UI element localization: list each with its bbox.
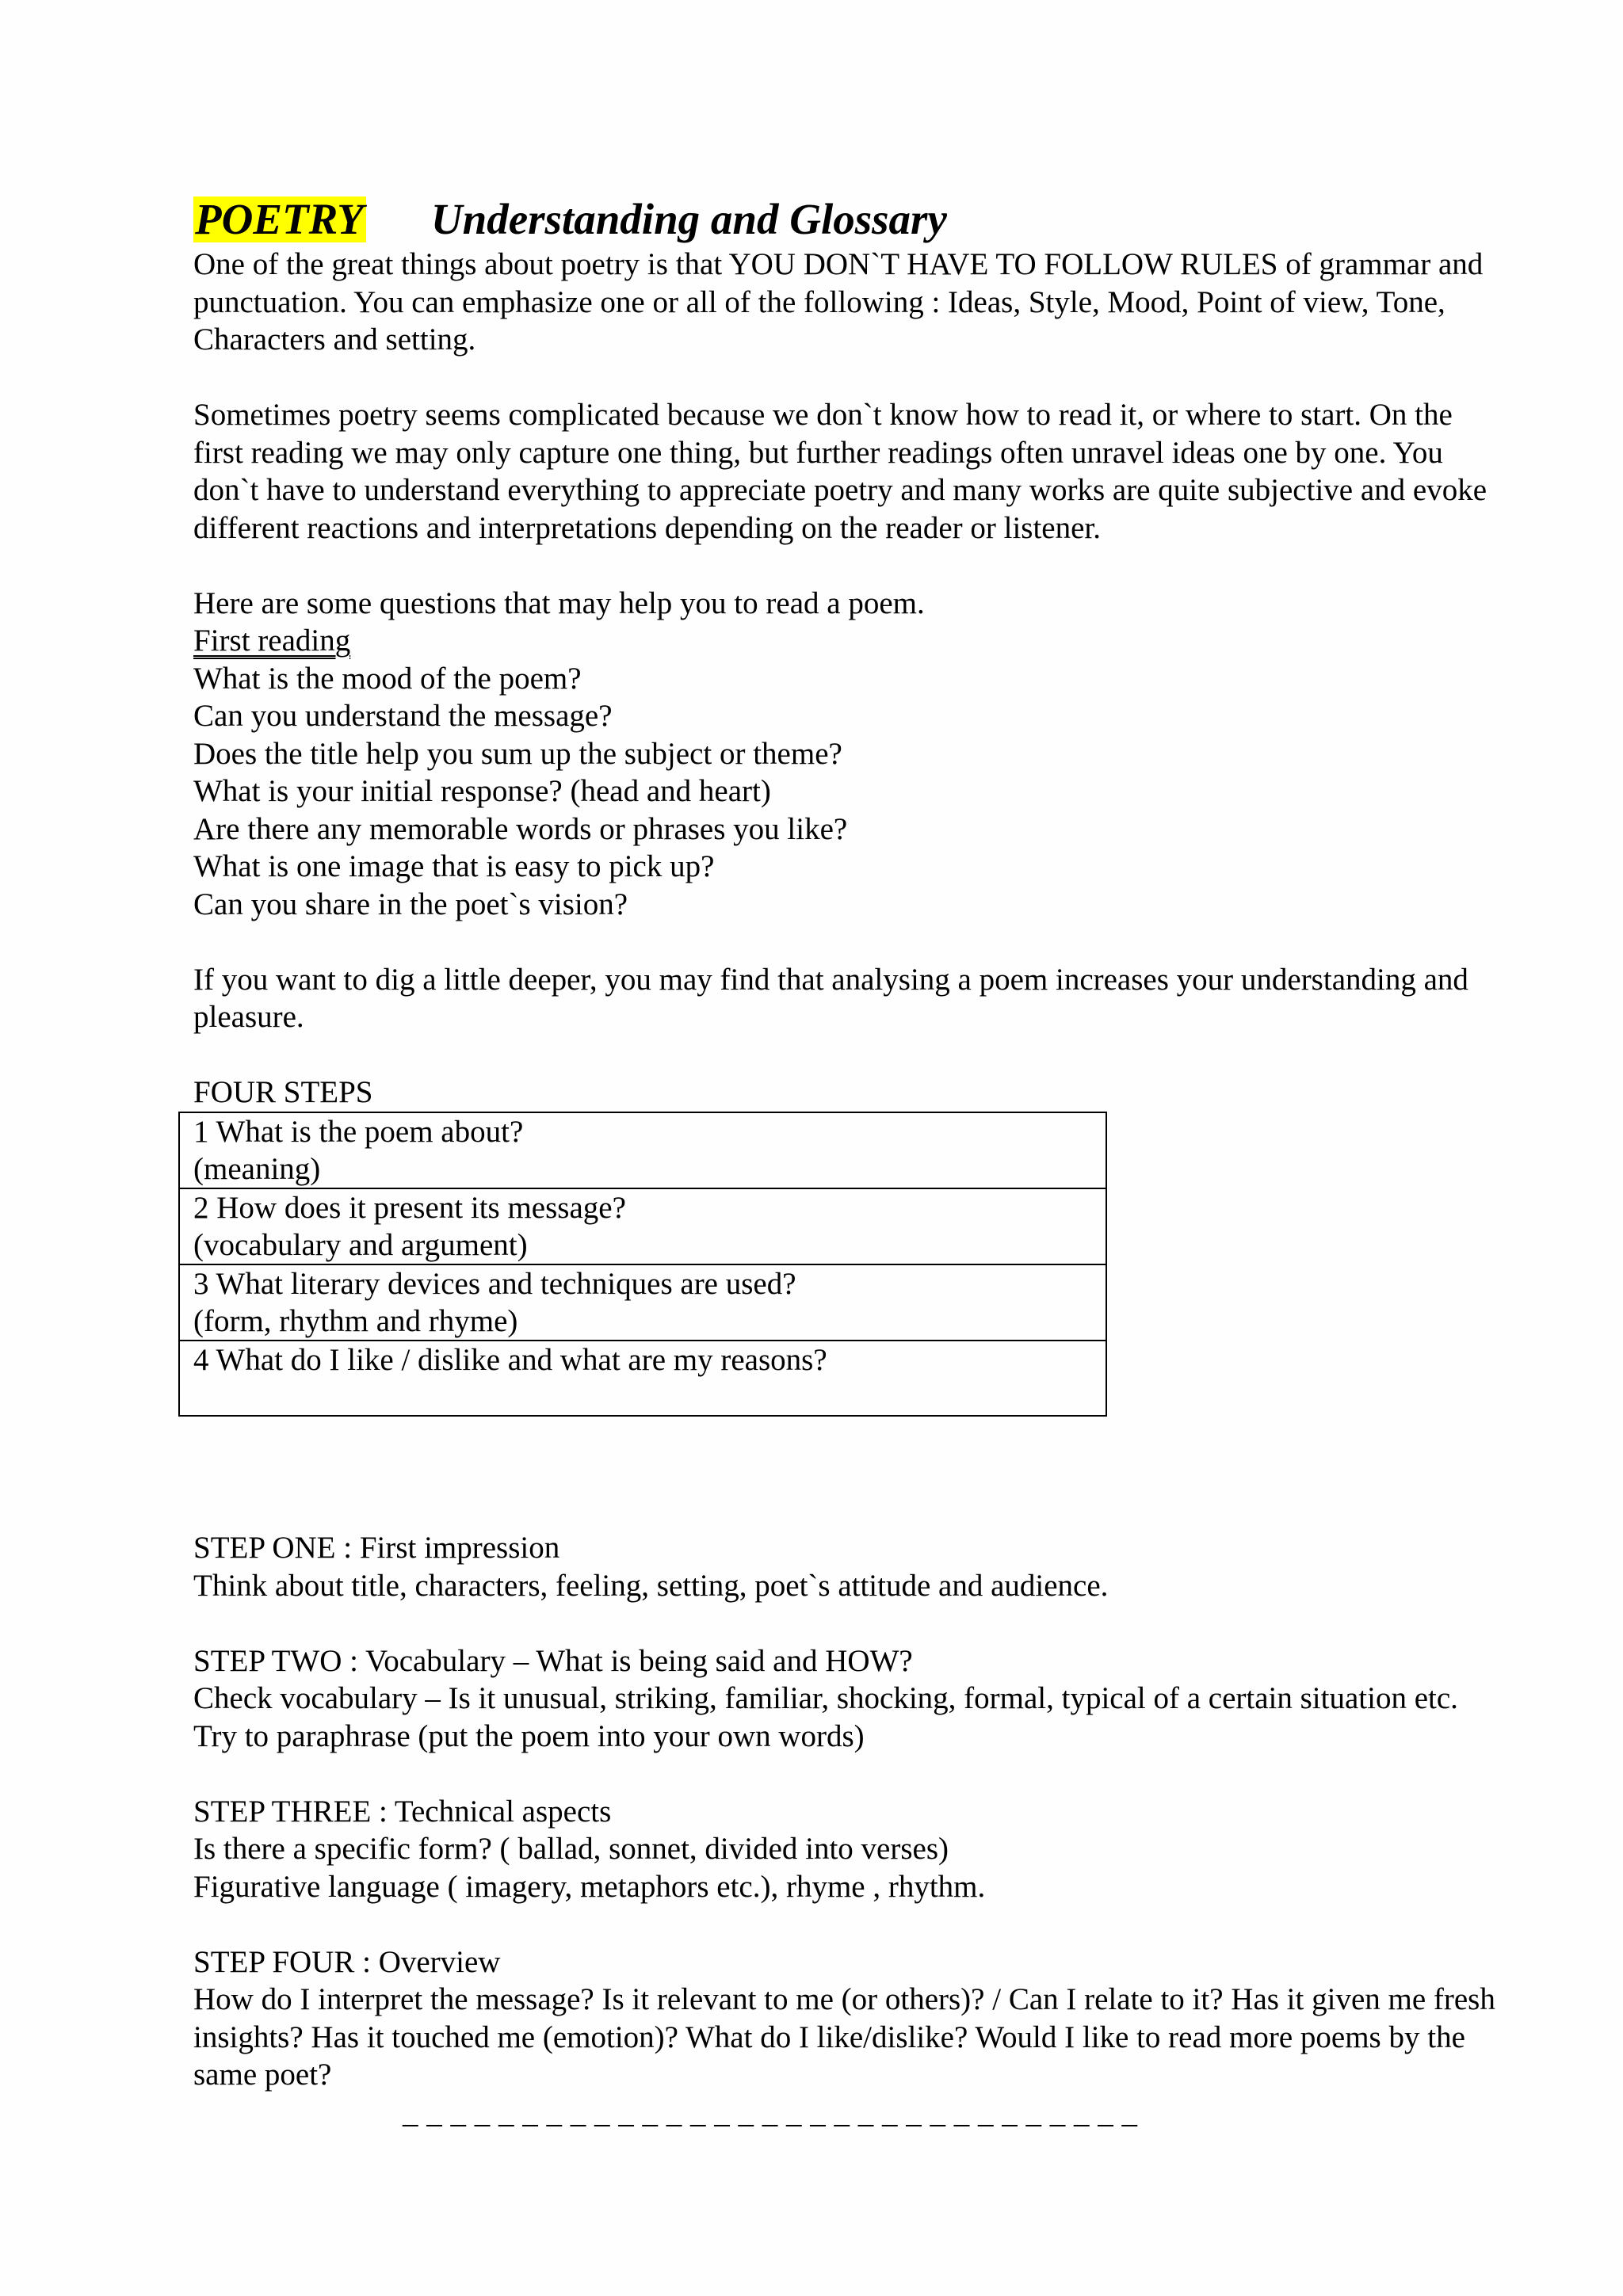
text-line: How do I interpret the message? Is it relevant to me (or others)? / Can I relate to it? Has it given me fresh [193, 1982, 1495, 2016]
step-question: 2 How does it present its message? [193, 1190, 626, 1225]
intro-paragraph-2 [193, 396, 1588, 547]
step-heading: STEP THREE : Technical aspects [193, 1794, 612, 1829]
document-body [193, 193, 1588, 2131]
questions-section [193, 585, 1588, 924]
step-heading: STEP ONE : First impression [193, 1531, 560, 1565]
text-line: pleasure. [193, 1000, 304, 1034]
step-question: 3 What literary devices and techniques are used? [193, 1266, 796, 1301]
table-cell [179, 1112, 1106, 1188]
table-cell [179, 1264, 1106, 1341]
title-subtitle: Understanding and Glossary [430, 195, 947, 243]
question-item: What is the mood of the poem? [193, 661, 582, 696]
intro-paragraph-1 [193, 246, 1588, 359]
text-line: don`t have to understand everything to appreciate poetry and many works are quite subjective and evoke [193, 473, 1487, 507]
question-item: What is one image that is easy to pick up? [193, 849, 715, 883]
text-line: Sometimes poetry seems complicated because we don`t know how to read it, or where to start. On the [193, 398, 1453, 432]
deeper-paragraph [193, 961, 1588, 1036]
table-row [179, 1341, 1106, 1416]
text-line: different reactions and interpretations depending on the reader or listener. [193, 510, 1102, 545]
step-heading: STEP FOUR : Overview [193, 1944, 501, 1979]
step-note: (form, rhythm and rhyme) [193, 1303, 518, 1338]
text-line: If you want to dig a little deeper, you may find that analysing a poem increases your understanding and [193, 962, 1468, 997]
text-line: Figurative language ( imagery, metaphors etc.), rhyme , rhythm. [193, 1869, 986, 1904]
step-three-section [193, 1793, 1588, 1906]
question-item: Can you understand the message? [193, 699, 613, 733]
table-cell [179, 1188, 1106, 1264]
text-line: Is there a specific form? ( ballad, sonnet, divided into verses) [193, 1832, 949, 1866]
step-note: (meaning) [193, 1151, 321, 1186]
text-line: One of the great things about poetry is that YOU DON`T HAVE TO FOLLOW RULES of grammar and [193, 247, 1484, 281]
text-line: insights? Has it touched me (emotion)? What do I like/dislike? Would I like to read more poems by the [193, 2019, 1465, 2054]
table-cell [179, 1341, 1106, 1416]
text-line: first reading we may only capture one thing, but further readings often unravel ideas one by one. You [193, 435, 1443, 470]
step-question: 4 What do I like / dislike and what are my reasons? [193, 1342, 827, 1377]
text-line: Check vocabulary – Is it unusual, striking, familiar, shocking, formal, typical of a certain situation etc. [193, 1681, 1458, 1715]
first-reading-heading: First reading [193, 624, 351, 658]
step-question: 1 What is the poem about? [193, 1114, 524, 1149]
four-steps-table [178, 1112, 1107, 1417]
text-line: Try to paraphrase (put the poem into your own words) [193, 1718, 865, 1753]
table-row [179, 1112, 1106, 1188]
title-highlight-poetry: POETRY [193, 196, 366, 242]
question-item: What is your initial response? (head and heart) [193, 774, 771, 808]
question-item: Can you share in the poet`s vision? [193, 887, 628, 921]
step-one-section [193, 1529, 1588, 1604]
question-item: Does the title help you sum up the subject or theme? [193, 736, 842, 771]
dashed-divider: _ _ _ _ _ _ _ _ _ _ _ _ _ _ _ _ _ _ _ _ _ _ _ _ _ _ _ _ _ _ _ [403, 2095, 1138, 2130]
four-steps-heading: FOUR STEPS [193, 1075, 373, 1109]
question-item: Are there any memorable words or phrases you like? [193, 811, 848, 846]
text-line: punctuation. You can emphasize one or all of the following : Ideas, Style, Mood, Point of view, Tone, [193, 284, 1445, 319]
step-note: (vocabulary and argument) [193, 1227, 528, 1262]
text-line: Think about title, characters, feeling, setting, poet`s attitude and audience. [193, 1568, 1109, 1603]
step-two-section [193, 1642, 1588, 1756]
text-line: same poet? [193, 2058, 332, 2092]
step-heading: STEP TWO : Vocabulary – What is being said and HOW? [193, 1643, 913, 1678]
table-row [179, 1264, 1106, 1341]
step-four-section [193, 1943, 1588, 2094]
table-row [179, 1188, 1106, 1264]
page-title [193, 193, 1588, 246]
questions-intro: Here are some questions that may help you to read a poem. [193, 585, 925, 620]
text-line: Characters and setting. [193, 322, 476, 357]
